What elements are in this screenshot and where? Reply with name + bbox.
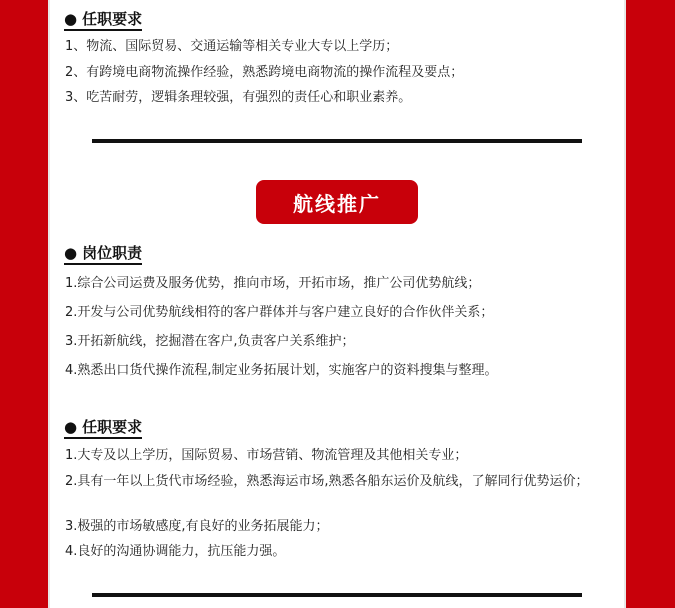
- duties-heading: [64, 244, 142, 265]
- bullet-icon: ●: [64, 10, 78, 28]
- right-margin-strip: [624, 0, 626, 608]
- bullet-icon: ●: [64, 418, 78, 436]
- requirement-item: 4.良好的沟通协调能力，抗压能力强。: [65, 544, 286, 559]
- duty-item: 3.开拓新航线，挖掘潜在客户,负责客户关系维护；: [65, 334, 355, 349]
- requirement-item: 2、有跨境电商物流操作经验，熟悉跨境电商物流的操作流程及要点；: [65, 65, 464, 80]
- requirement-item: 3、吃苦耐劳，逻辑条理较强，有强烈的责任心和职业素养。: [65, 90, 412, 105]
- section-divider: [92, 593, 582, 597]
- duty-item: 1.综合公司运费及服务优势，推向市场，开拓市场，推广公司优势航线；: [65, 276, 481, 291]
- bullet-icon: ●: [64, 244, 78, 262]
- heading-text: 岗位职责: [82, 244, 143, 262]
- left-margin-strip: [48, 0, 50, 608]
- requirements-heading-2: [64, 418, 142, 439]
- requirement-item: 3.极强的市场敏感度,有良好的业务拓展能力；: [65, 519, 329, 534]
- section-divider: [92, 139, 582, 143]
- duty-item: 2.开发与公司优势航线相符的客户群体并与客户建立良好的合作伙伴关系；: [65, 305, 494, 320]
- heading-text: 任职要求: [82, 418, 143, 436]
- heading-text: 任职要求: [82, 10, 143, 28]
- document-page: [48, 0, 626, 608]
- duty-item: 4.熟悉出口货代操作流程,制定业务拓展计划，实施客户的资料搜集与整理。: [65, 363, 498, 378]
- section-banner: 航线推广: [256, 180, 418, 224]
- requirements-heading-1: [64, 10, 142, 31]
- requirement-item: 2.具有一年以上货代市场经验，熟悉海运市场,熟悉各船东运价及航线，了解同行优势运价；: [65, 474, 589, 489]
- requirement-item: 1.大专及以上学历，国际贸易、市场营销、物流管理及其他相关专业；: [65, 448, 468, 463]
- requirement-item: 1、物流、国际贸易、交通运输等相关专业大专以上学历；: [65, 39, 399, 54]
